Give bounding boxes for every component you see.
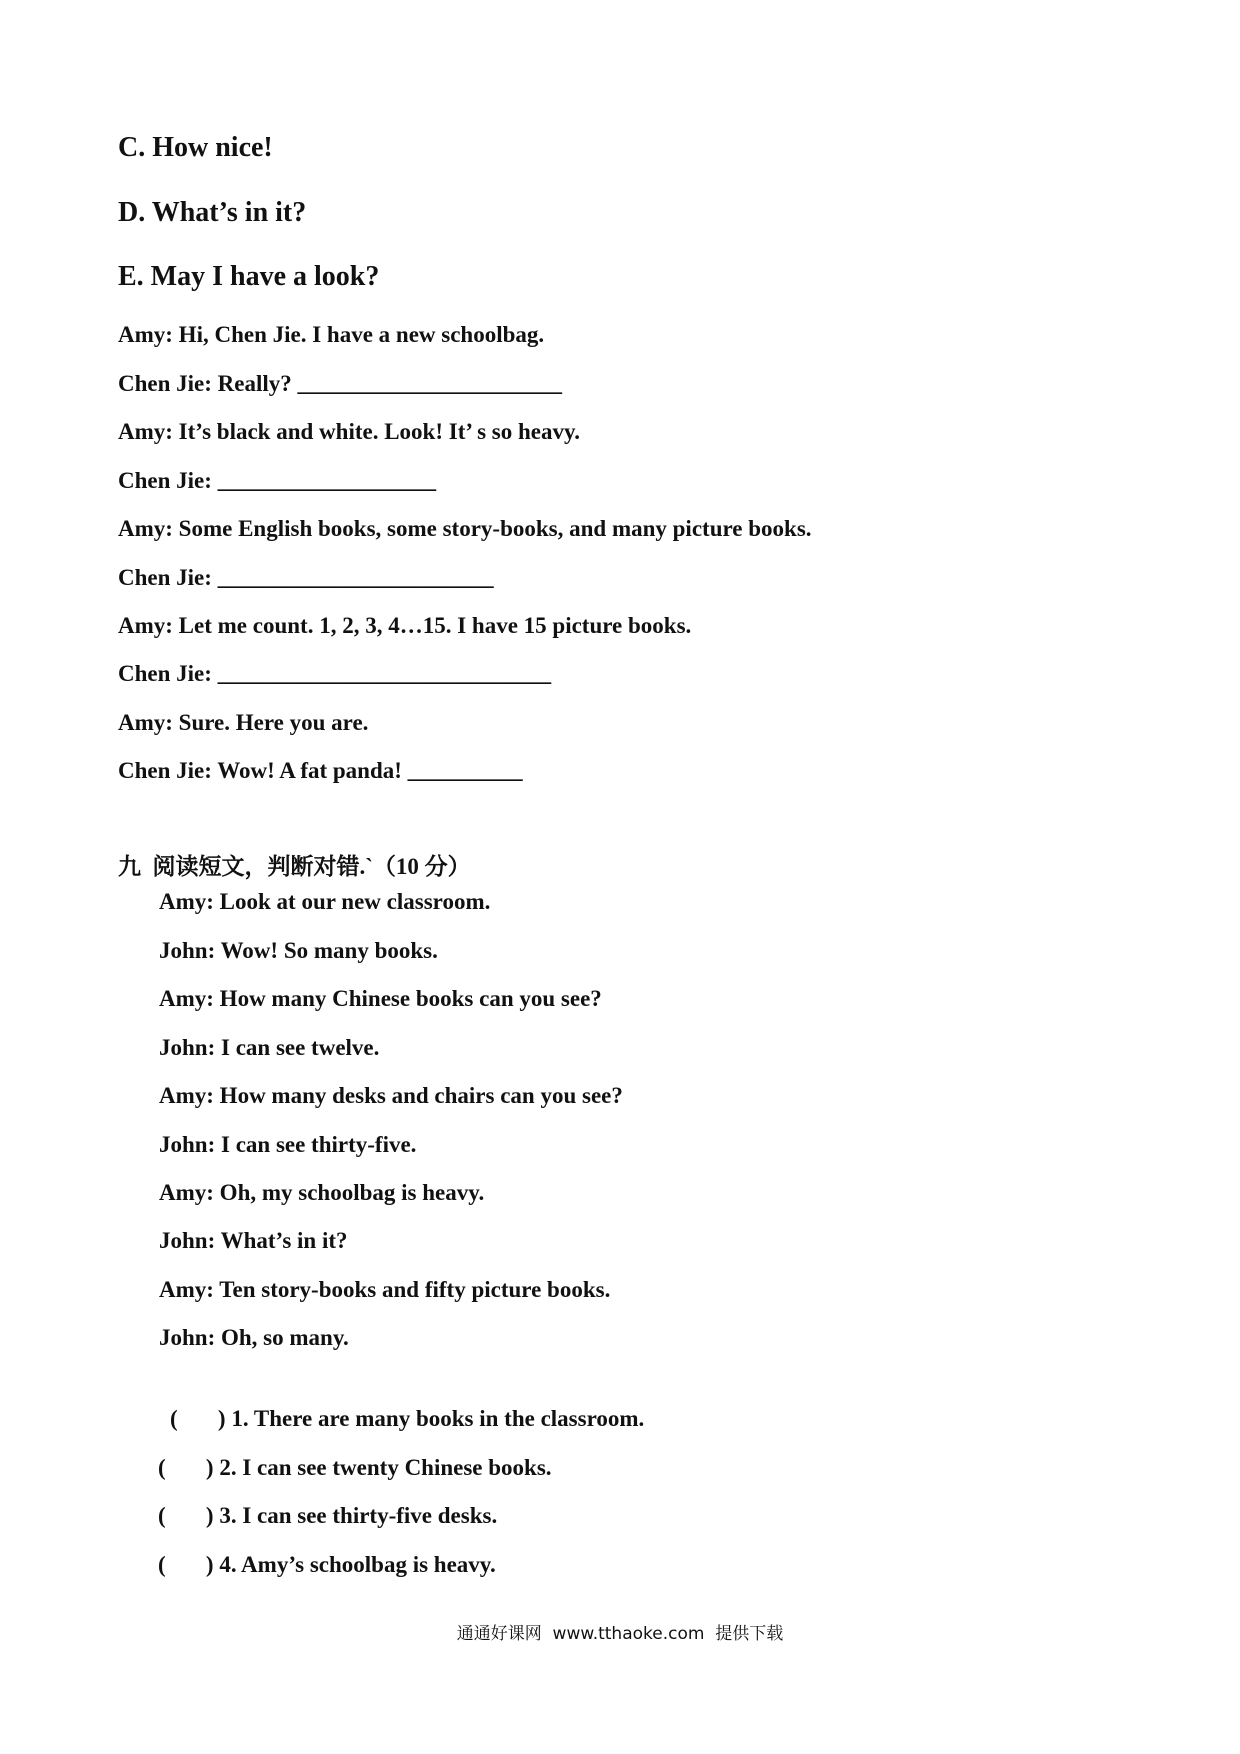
passage-line: John: I can see twelve. bbox=[159, 1035, 380, 1060]
passage-line: John: Oh, so many. bbox=[159, 1325, 349, 1350]
dialogue-line: Chen Jie: _____________________________ bbox=[118, 661, 552, 686]
option-e: E. May I have a look? bbox=[118, 261, 380, 292]
dialogue-line: Amy: It’s black and white. Look! It’ s so heavy. bbox=[118, 419, 580, 444]
option-c: C. How nice! bbox=[118, 132, 273, 163]
question-item: ( ) 3. I can see thirty-five desks. bbox=[158, 1503, 498, 1528]
dialogue-line: Amy: Hi, Chen Jie. I have a new schoolbag. bbox=[118, 322, 545, 347]
footer-text: 通通好课网 www.tthaoke.com 提供下载 bbox=[456, 1624, 784, 1644]
dialogue-line: Amy: Some English books, some story-books, and many picture books. bbox=[118, 516, 812, 541]
option-d: D. What’s in it? bbox=[118, 197, 307, 228]
question-item: ( ) 4. Amy’s schoolbag is heavy. bbox=[158, 1552, 496, 1577]
section-heading: 九 阅读短文，判断对错.`（10 分） bbox=[118, 854, 471, 879]
dialogue-line: Chen Jie: ___________________ bbox=[118, 468, 437, 493]
passage-line: John: Wow! So many books. bbox=[159, 938, 438, 963]
dialogue-line: Amy: Let me count. 1, 2, 3, 4…15. I have 15 picture books. bbox=[118, 613, 692, 638]
passage-line: Amy: How many desks and chairs can you see? bbox=[159, 1083, 623, 1108]
passage-line: Amy: Ten story-books and fifty picture books. bbox=[159, 1277, 611, 1302]
dialogue-line: Chen Jie: ________________________ bbox=[118, 565, 494, 590]
dialogue-line: Amy: Sure. Here you are. bbox=[118, 710, 369, 735]
passage-line: John: What’s in it? bbox=[159, 1228, 348, 1253]
passage-line: Amy: Oh, my schoolbag is heavy. bbox=[159, 1180, 485, 1205]
passage-line: John: I can see thirty-five. bbox=[159, 1132, 417, 1157]
question-item: ( ) 2. I can see twenty Chinese books. bbox=[158, 1455, 552, 1480]
question-item: ( ) 1. There are many books in the classroom. bbox=[170, 1406, 645, 1431]
passage-line: Amy: Look at our new classroom. bbox=[159, 889, 491, 914]
dialogue-line: Chen Jie: Wow! A fat panda! __________ bbox=[118, 758, 523, 783]
dialogue-line: Chen Jie: Really? _______________________ bbox=[118, 371, 563, 396]
passage-line: Amy: How many Chinese books can you see? bbox=[159, 986, 602, 1011]
